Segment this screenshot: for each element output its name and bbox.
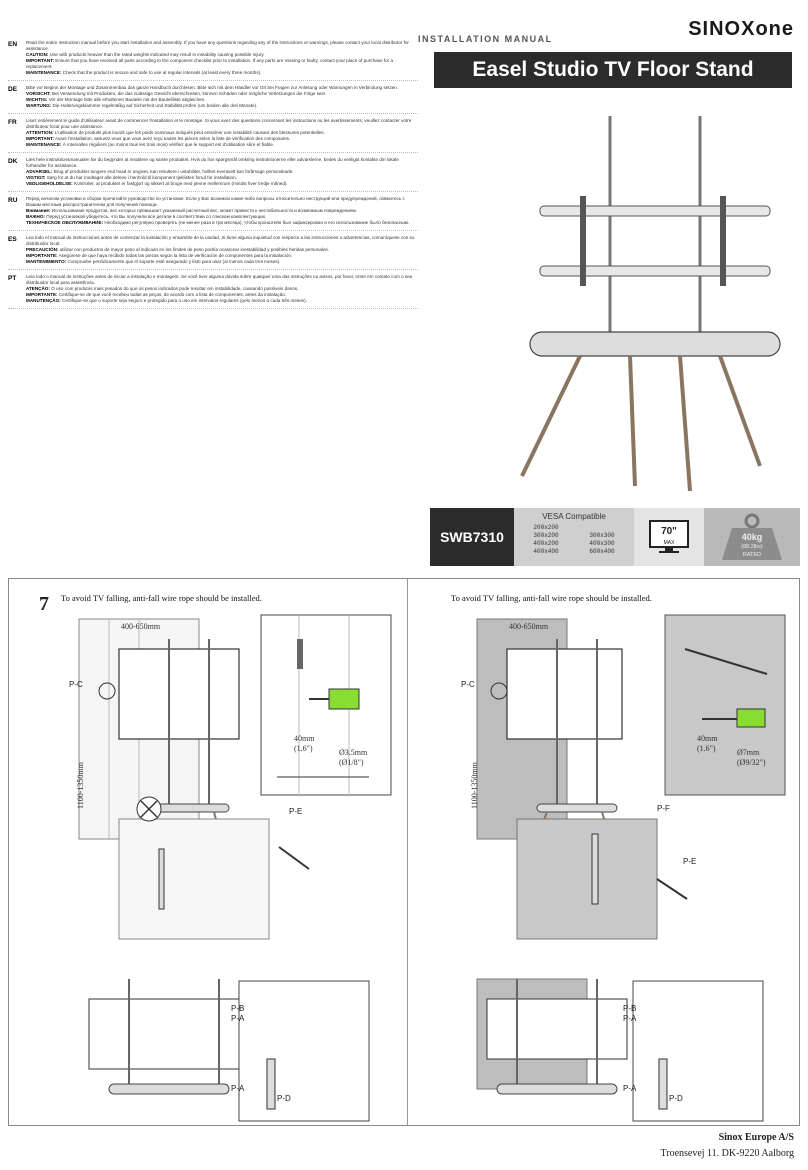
caution-label: Внимание: <box>26 208 51 213</box>
language-block-de <box>8 85 418 114</box>
language-code: PT <box>8 275 17 282</box>
depth-inch: (1.6") <box>697 744 716 753</box>
important-label: ВАЖНО: <box>26 214 45 219</box>
part-pa-lower: P-A <box>623 1084 637 1093</box>
lead-text: Leia todo o manual de instruções antes de iniciar a instalação e montagem. Se você tiver alguma dúvida sobre qualquer uma das instruções ou avisos, por favor, entre em contato com o seu distribuidor local para assistência. <box>26 274 413 285</box>
part-pa: P-A <box>623 1014 637 1023</box>
weight-value: 40kg <box>741 532 763 542</box>
spec-strip <box>430 508 800 566</box>
caution-text: Использование продуктов, вес которых превышает указанный расчетный вес, может привести к нестабильности и возможным повреждениям. <box>51 208 357 213</box>
tv-icon <box>648 519 690 555</box>
vesa-size: 300x200 <box>533 532 559 539</box>
lead-text: Read the entire instruction manual before you start installation and assembly. If you have any questions regarding any of the instructions or warnings, please contact your local distributor for assistance. <box>26 40 409 51</box>
footer-company: Sinox Europe A/S <box>718 1132 794 1143</box>
language-text <box>26 196 418 226</box>
weight-sub: RATED <box>742 552 762 558</box>
important-text: Перед установкой убедитесь, что Вы получили все детали в соответствии со списком комплектующих. <box>46 214 267 219</box>
vesa-compatibility <box>514 508 634 566</box>
caution-text: Brug af produkter tungere end hvad er angivet, kan resultere i ustabilitet, hvilket eventuelt kan forårsage personskade. <box>53 169 294 174</box>
language-code: DK <box>8 158 18 165</box>
lead-text: Læs hele instruktionsmanualen før du begynder at installere og samle produktet. Hvis du har spørgsmål omkring instruktionerne eller advarslerne, bedes du venligst kontakte din lokale forhandler for assistance. <box>26 157 399 168</box>
right-diagram <box>407 579 801 1127</box>
caution-text: utilizar con productos de mayor peso al indicado en los límites de peso podría ocasionar inestabilidad y posibles heridas personales. <box>59 247 330 252</box>
part-pe: P-E <box>289 807 303 816</box>
width-dimension: 400-650mm <box>121 622 161 631</box>
depth-dimension: 40mm <box>697 734 718 743</box>
caution-label: VORSICHT: <box>26 91 51 96</box>
weight-imperial: (88.2lbs) <box>741 544 763 550</box>
screen-size-value: 70" <box>661 526 677 537</box>
important-label: IMPORTANT: <box>26 58 54 63</box>
language-text <box>26 235 418 265</box>
part-pf: P-F <box>657 804 670 813</box>
language-code: EN <box>8 41 18 48</box>
warning-left: To avoid TV falling, anti-fall wire rope should be installed. <box>61 593 262 603</box>
max-screen-size <box>634 508 704 566</box>
caution-text: Use with products heavier than the rated weights indicated may result in instability causing possible injury. <box>49 52 265 57</box>
maintenance-label: VEDLIGEHOLDELSE: <box>26 181 73 186</box>
important-text: Avant l'installation, assurez-vous que vous avez reçu toutes les pièces selon la liste de vérification des composants. <box>55 136 291 141</box>
important-text: Asegúrese de que haya recibido todas las piezas según la lista de verificación de componentes para la instalación. <box>58 253 293 258</box>
depth-inch: (1.6") <box>294 744 313 753</box>
important-label: WICHTIG: <box>26 97 48 102</box>
maintenance-label: ТЕХНИЧЕСКОЕ ОБСЛУЖИВАНИЕ: <box>26 220 104 225</box>
maintenance-text: Kontroller, at produktet er fastgjort og sikkert at bruge med jævne mellemrum (mindst hver tredje måned). <box>74 181 288 186</box>
caution-text: Bei Verwendung mit Produkten, die das zulässige Gewicht überschreiten, können Schäden oder mögliche Verletzungen die Folge sein. <box>52 91 327 96</box>
lead-text: Lea todo el manual de instrucciones antes de comenzar la instalación y ensamble de la unidad. Si tiene alguna inquietud con respecto a las instrucciones o advertencias, comuníquese con su distribuidor local. <box>26 235 415 246</box>
important-label: IMPORTANTE: <box>26 253 58 258</box>
lead-text: Bitte vor Beginn der Montage und Zusammenbau das ganze Handbuch durchlesen. Bitte sich mit dem Händler vor Ort bei Fragen zur Anleitung oder Warnungen in Verbindung setzen. <box>26 85 399 90</box>
important-label: IMPORTANT: <box>26 136 54 141</box>
left-diagram <box>9 579 407 1127</box>
important-text: Sørg for at du har modtaget alle delene i henhold til komponent tjeklisten forud for installation. <box>46 175 237 180</box>
maintenance-label: MANTENIMIENTO: <box>26 259 67 264</box>
lead-text: Перед началом установки и сборки прочитайте руководство по установке. Если у Вас возникли какие-либо вопросы относительно инструкций или предупреждений, свяжитесь с Вашим местным распространителем для получения помощи. <box>26 196 405 207</box>
caution-label: PRECAUCIÓN: <box>26 247 59 252</box>
weight-rating <box>704 508 800 566</box>
part-pc: P-C <box>69 680 83 689</box>
vesa-size: 300x300 <box>589 532 615 539</box>
maintenance-label: MAINTENANCE: <box>26 142 62 147</box>
language-text <box>26 85 418 109</box>
part-pd: P-D <box>277 1094 291 1103</box>
warning-right: To avoid TV falling, anti-fall wire rope should be installed. <box>451 593 652 603</box>
language-block-pt <box>8 274 418 309</box>
tv-stand-illustration <box>430 96 800 496</box>
caution-text: O uso com produtos mais pesados do que os pesos indicados pode resultar em instabilidade, causando possíveis danos. <box>51 286 299 291</box>
part-pe: P-E <box>683 857 697 866</box>
vesa-size: 400x400 <box>533 548 559 555</box>
language-block-es <box>8 235 418 270</box>
step-panel <box>8 578 800 1126</box>
caution-label: ATENÇÃO: <box>26 286 50 291</box>
maintenance-text: Compruebe periódicamente que el soporte esté asegurado y listo para usar (al menos cada tres meses). <box>67 259 281 264</box>
maintenance-label: MAINTENANCE: <box>26 70 62 75</box>
maintenance-text: Check that the product is secure and safe to use at regular intervals (at least every three months). <box>62 70 262 75</box>
lead-text: Lisez entièrement le guide d'utilisateur avant de commencer l'installation et le montage. Si vous avez des questions concernant les instructions ou les avertissements, veuillez contacter votre distributeur local pour une assistance. <box>26 118 412 129</box>
drill-diameter-inch: (Ø1/8") <box>339 758 364 767</box>
language-text <box>26 157 418 187</box>
part-pa: P-A <box>231 1014 245 1023</box>
maintenance-text: Необходимо регулярно проверять (не менее раза в три месяца), чтобы кронштейн был зафиксирован и его использование было безопасным. <box>104 220 410 225</box>
maintenance-text: Die Halterungsklammer regelmäßig auf Sicherheit und Stabilität prüfen (um beiden alle drei Monate). <box>52 103 258 108</box>
height-dimension: 1100-1350mm <box>76 762 85 809</box>
part-pa-lower: P-A <box>231 1084 245 1093</box>
part-pb: P-B <box>231 1004 245 1013</box>
product-illustration <box>430 96 800 496</box>
important-label: IMPORTANTE: <box>26 292 58 297</box>
vesa-size-list <box>520 524 628 555</box>
drill-diameter: Ø3.5mm <box>339 748 368 757</box>
language-code: FR <box>8 119 17 126</box>
depth-dimension: 40mm <box>294 734 315 743</box>
maintenance-text: À intervalles réguliers (au moins tous les trois mois) vérifiez que le support est d'utilisation sûre et fiable. <box>62 142 275 147</box>
part-pd: P-D <box>669 1094 683 1103</box>
language-code: ES <box>8 236 17 243</box>
maintenance-label: WARTUNG: <box>26 103 52 108</box>
vesa-size: 400x200 <box>533 540 559 547</box>
screen-size-sub: MAX <box>663 540 675 546</box>
important-text: Vor der Montage bitte alle erhaltenen Bauteile mit der Bauteilliste abgleichen. <box>48 97 206 102</box>
step-number: 7 <box>39 593 49 615</box>
page-title: Easel Studio TV Floor Stand <box>434 52 792 88</box>
manual-label: INSTALLATION MANUAL <box>418 34 553 44</box>
vesa-size: 400x300 <box>589 540 615 547</box>
caution-label: ATTENTION: <box>26 130 54 135</box>
language-block-en <box>8 40 418 81</box>
language-instructions <box>8 40 418 313</box>
part-pb: P-B <box>623 1004 637 1013</box>
language-text <box>26 40 418 76</box>
vesa-size: 600x400 <box>589 548 615 555</box>
language-code: DE <box>8 86 18 93</box>
caution-text: L'utilisation de produits plus lourds que les poids nominaux indiqués peut entraîner une instabilité causant des blessures potentielles. <box>54 130 325 135</box>
footer-address: Troensevej 11. DK-9220 Aalborg <box>660 1148 794 1159</box>
maintenance-label: MANUTENÇÃO: <box>26 298 61 303</box>
height-dimension: 1100-1350mm <box>470 762 479 809</box>
language-text <box>26 274 418 304</box>
drill-diameter: Ø7mm <box>737 748 760 757</box>
important-text: Ensure that you have received all parts according to the component checklist prior to installation. If any parts are missing or faulty, contact your place of purchase for a replacement. <box>26 58 393 69</box>
language-block-fr <box>8 118 418 153</box>
important-text: Certifique-se de que você recebeu todas as peças, de acordo com a lista de componentes, antes da instalação. <box>58 292 287 297</box>
maintenance-text: Certifique-se que o suporte seja seguro e protegido para o uso em intervalos regulares (pelo menos a cada três meses). <box>62 298 307 303</box>
language-code: RU <box>8 197 18 204</box>
model-number: SWB7310 <box>430 508 514 566</box>
vesa-title: VESA Compatible <box>542 512 606 521</box>
caution-label: CAUTION: <box>26 52 49 57</box>
caution-label: ADVARSEL: <box>26 169 53 174</box>
width-dimension: 400-650mm <box>509 622 549 631</box>
language-block-dk <box>8 157 418 192</box>
vesa-size: 200x200 <box>533 524 559 531</box>
important-label: VIGTIGT: <box>26 175 46 180</box>
language-block-ru <box>8 196 418 231</box>
language-text <box>26 118 418 148</box>
part-pc: P-C <box>461 680 475 689</box>
drill-diameter-inch: (Ø9/32") <box>737 758 766 767</box>
weight-icon <box>720 512 784 562</box>
brand-logo: SINOXone <box>688 18 794 40</box>
